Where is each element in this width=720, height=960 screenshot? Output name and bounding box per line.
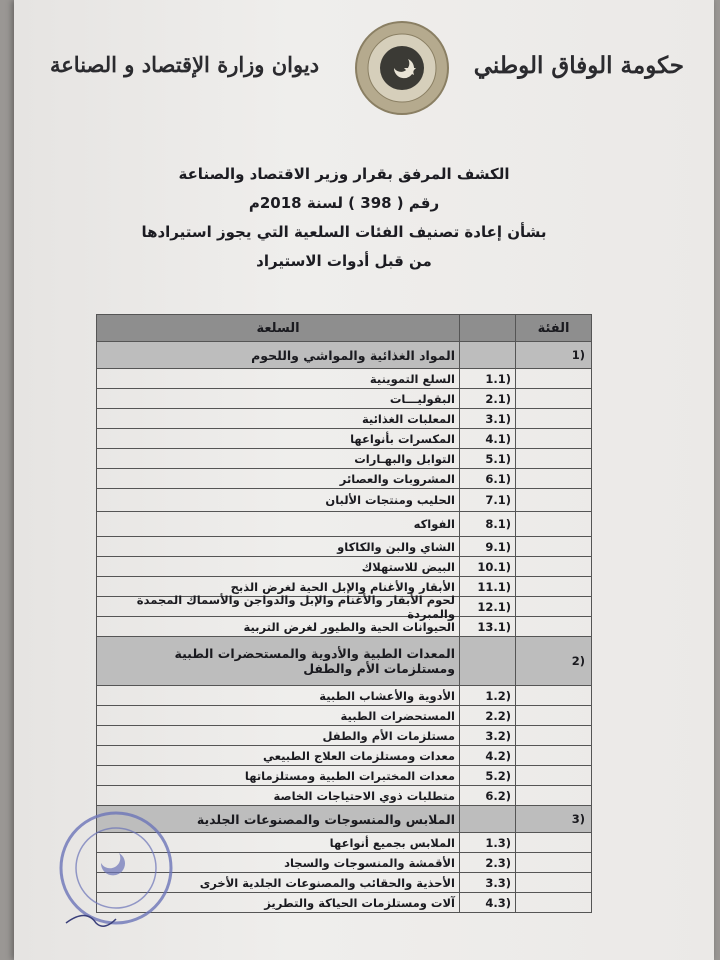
category-cell [515, 557, 591, 576]
item-code: (6.2 [459, 786, 515, 805]
group-number: (1 [515, 342, 591, 368]
item-code: (10.1 [459, 557, 515, 576]
item-name: الأقمشة والمنسوجات والسجاد [284, 855, 455, 870]
item-name: المكسرات بأنواعها [350, 431, 455, 446]
item-code: (2.3 [459, 853, 515, 872]
item-code: (2.2 [459, 706, 515, 725]
category-cell [515, 786, 591, 805]
group-number: (3 [515, 806, 591, 832]
group-code-cell [459, 806, 515, 832]
item-code: (2.1 [459, 389, 515, 408]
ministry-name: ديوان وزارة الإقتصاد و الصناعة [50, 52, 320, 77]
table-row [97, 706, 591, 726]
table-row [97, 537, 591, 557]
table-row [97, 766, 591, 786]
group-code-cell [459, 637, 515, 685]
item-name: الحليب ومنتجات الألبان [325, 493, 455, 507]
item-code: (7.1 [459, 489, 515, 511]
item-name: البيض للاستهلاك [361, 559, 455, 574]
category-cell [515, 617, 591, 636]
group-code-cell [459, 342, 515, 368]
category-cell [515, 469, 591, 488]
category-cell [515, 429, 591, 448]
title-line-1: الكشف المرفق بقرار وزير الاقتصاد والصناعة [178, 165, 510, 183]
item-code: (1.1 [459, 369, 515, 388]
category-cell [515, 409, 591, 428]
category-cell [515, 893, 591, 912]
category-cell [515, 449, 591, 468]
group-title: الملابس والمنسوجات والمصنوعات الجلدية [196, 811, 455, 827]
header-category: الفئة [515, 315, 591, 341]
table-row [97, 512, 591, 537]
table-row [97, 469, 591, 489]
table-row-group [97, 342, 591, 369]
official-stamp [56, 798, 176, 938]
item-code: (3.2 [459, 726, 515, 745]
item-name: المعلبات الغذائية [361, 411, 455, 426]
item-name: المشروبات والعصائر [339, 471, 455, 486]
category-cell [515, 766, 591, 785]
table-row [97, 489, 591, 512]
item-code: (4.1 [459, 429, 515, 448]
document-page [14, 0, 714, 960]
table-row [97, 409, 591, 429]
item-name: مستلزمات الأم والطفل [322, 728, 455, 743]
item-code: (3.1 [459, 409, 515, 428]
category-cell [515, 706, 591, 725]
item-name: متطلبات ذوي الاحتياجات الخاصة [273, 788, 455, 803]
table-row [97, 429, 591, 449]
item-code: (5.2 [459, 766, 515, 785]
table-row [97, 746, 591, 766]
category-cell [515, 389, 591, 408]
item-code: (1.2 [459, 686, 515, 705]
table-row [97, 389, 591, 409]
item-name: الأدوية والأعشاب الطبية [319, 688, 455, 703]
table-row [97, 557, 591, 577]
category-cell [515, 369, 591, 388]
header-code [459, 315, 515, 341]
item-code: (5.1 [459, 449, 515, 468]
document-title [134, 160, 554, 276]
item-name: البقوليـــات [389, 391, 455, 406]
category-cell [515, 746, 591, 765]
group-title: المواد الغذائية والمواشي واللحوم [251, 347, 455, 363]
category-cell [515, 833, 591, 852]
header-commodity: السلعة [256, 320, 300, 336]
item-name: آلات ومستلزمات الحياكة والتطريز [264, 895, 455, 910]
item-name: السلع التموينية [369, 371, 455, 386]
table-header-row [97, 315, 591, 342]
category-cell [515, 597, 591, 616]
state-emblem-icon [354, 20, 450, 116]
category-cell [515, 873, 591, 892]
item-name: معدات المختبرات الطبية ومستلزماتها [244, 768, 455, 783]
group-number: (2 [515, 637, 591, 685]
table-row [97, 617, 591, 637]
category-cell [515, 686, 591, 705]
item-name: الأبقار والأغنام والإبل الحية لغرض الذبح [230, 579, 455, 594]
category-cell [515, 853, 591, 872]
item-code: (1.3 [459, 833, 515, 852]
item-name: الملابس بجميع أنواعها [329, 835, 455, 850]
table-row [97, 592, 591, 621]
government-name: حكومة الوفاق الوطني [473, 52, 684, 79]
category-cell [515, 489, 591, 511]
item-name: التوابل والبهـارات [354, 451, 455, 466]
title-line-4: من قبل أدوات الاستيراد [256, 252, 432, 270]
item-code: (9.1 [459, 537, 515, 556]
title-line-3: بشأن إعادة تصنيف الفئات السلعية التي يجوز استيرادها [141, 223, 547, 241]
item-code: (4.3 [459, 893, 515, 912]
table-row [97, 449, 591, 469]
item-name: الأحذية والحقائب والمصنوعات الجلدية الأخرى [199, 875, 455, 890]
item-code: (12.1 [459, 597, 515, 616]
table-row [97, 369, 591, 389]
item-code: (3.3 [459, 873, 515, 892]
item-code: (11.1 [459, 577, 515, 596]
item-code: (13.1 [459, 617, 515, 636]
table-row [97, 726, 591, 746]
group-title: المعدات الطبية والأدوية والمستحضرات الطبية ومستلزمات الأم والطفل [174, 646, 455, 676]
item-name: الحيوانات الحية والطيور لغرض التربية [243, 619, 455, 634]
item-name: المستحضرات الطبية [340, 708, 455, 723]
category-cell [515, 726, 591, 745]
item-code: (6.1 [459, 469, 515, 488]
item-name: معدات ومستلزمات العلاج الطبيعي [262, 748, 455, 763]
item-code: (8.1 [459, 512, 515, 536]
category-cell [515, 537, 591, 556]
category-cell [515, 512, 591, 536]
table-row [97, 686, 591, 706]
category-cell [515, 577, 591, 596]
item-name: الفواكه [413, 517, 455, 531]
item-name: لحوم الأبقار والأغنام والإبل والدواجن والأسماك المجمدة والمبردة [136, 592, 455, 621]
item-code: (4.2 [459, 746, 515, 765]
item-name: الشاي والبن والكاكاو [337, 539, 455, 554]
table-row-group [97, 637, 591, 686]
title-line-2: رقم ( 398 ) لسنة 2018م [248, 194, 440, 212]
